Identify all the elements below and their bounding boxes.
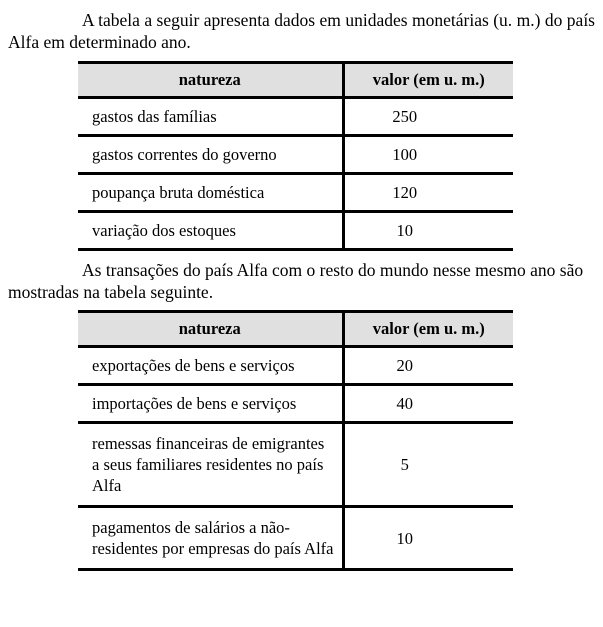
table-two-header-row — [78, 312, 513, 347]
table-one-cell-value: 120 — [343, 174, 513, 212]
table-two-body — [78, 347, 513, 570]
table-one-cell-nature: poupança bruta doméstica — [78, 174, 343, 212]
table-one-cell-nature: variação dos estoques — [78, 212, 343, 250]
table-two-wrapper — [0, 310, 603, 571]
table-two-cell-value: 40 — [343, 385, 513, 423]
table-one-header-nature: natureza — [78, 63, 343, 98]
intro-paragraph: A tabela a seguir apresenta dados em unidades monetárias (u. m.) do país Alfa em determinado ano. — [8, 10, 595, 52]
table-one-cell-value: 250 — [343, 98, 513, 136]
table-one-cell-nature: gastos correntes do governo — [78, 136, 343, 174]
table-one-wrapper — [0, 61, 603, 251]
table-two-cell-value: 20 — [343, 347, 513, 385]
table-one-cell-value: 100 — [343, 136, 513, 174]
table-one-cell-value: 10 — [343, 212, 513, 250]
table-two-header-value: valor (em u. m.) — [343, 312, 513, 347]
table-row — [78, 212, 513, 250]
table-row — [78, 98, 513, 136]
second-paragraph: As transações do país Alfa com o resto do mundo nesse mesmo ano são mostradas na tabela seguinte. — [8, 260, 584, 302]
table-two-cell-nature: exportações de bens e serviços — [78, 347, 343, 385]
table-two-cell-nature: pagamentos de salários a não-residentes por empresas do país Alfa — [78, 507, 343, 570]
table-two-cell-value: 10 — [343, 507, 513, 570]
table-row — [78, 385, 513, 423]
table-row — [78, 347, 513, 385]
table-row — [78, 174, 513, 212]
table-two-header-nature: natureza — [78, 312, 343, 347]
table-one — [78, 61, 513, 251]
table-one-header-value: valor (em u. m.) — [343, 63, 513, 98]
table-two-head — [78, 312, 513, 347]
table-two-cell-nature: importações de bens e serviços — [78, 385, 343, 423]
table-one-head — [78, 63, 513, 98]
table-two-cell-nature: remessas financeiras de emigrantes a seus familiares residentes no país Alfa — [78, 423, 343, 507]
table-two-cell-value: 5 — [343, 423, 513, 507]
table-two — [78, 310, 513, 571]
table-one-body — [78, 98, 513, 250]
table-row — [78, 507, 513, 570]
table-row — [78, 423, 513, 507]
table-row — [78, 136, 513, 174]
table-one-cell-nature: gastos das famílias — [78, 98, 343, 136]
table-one-header-row — [78, 63, 513, 98]
